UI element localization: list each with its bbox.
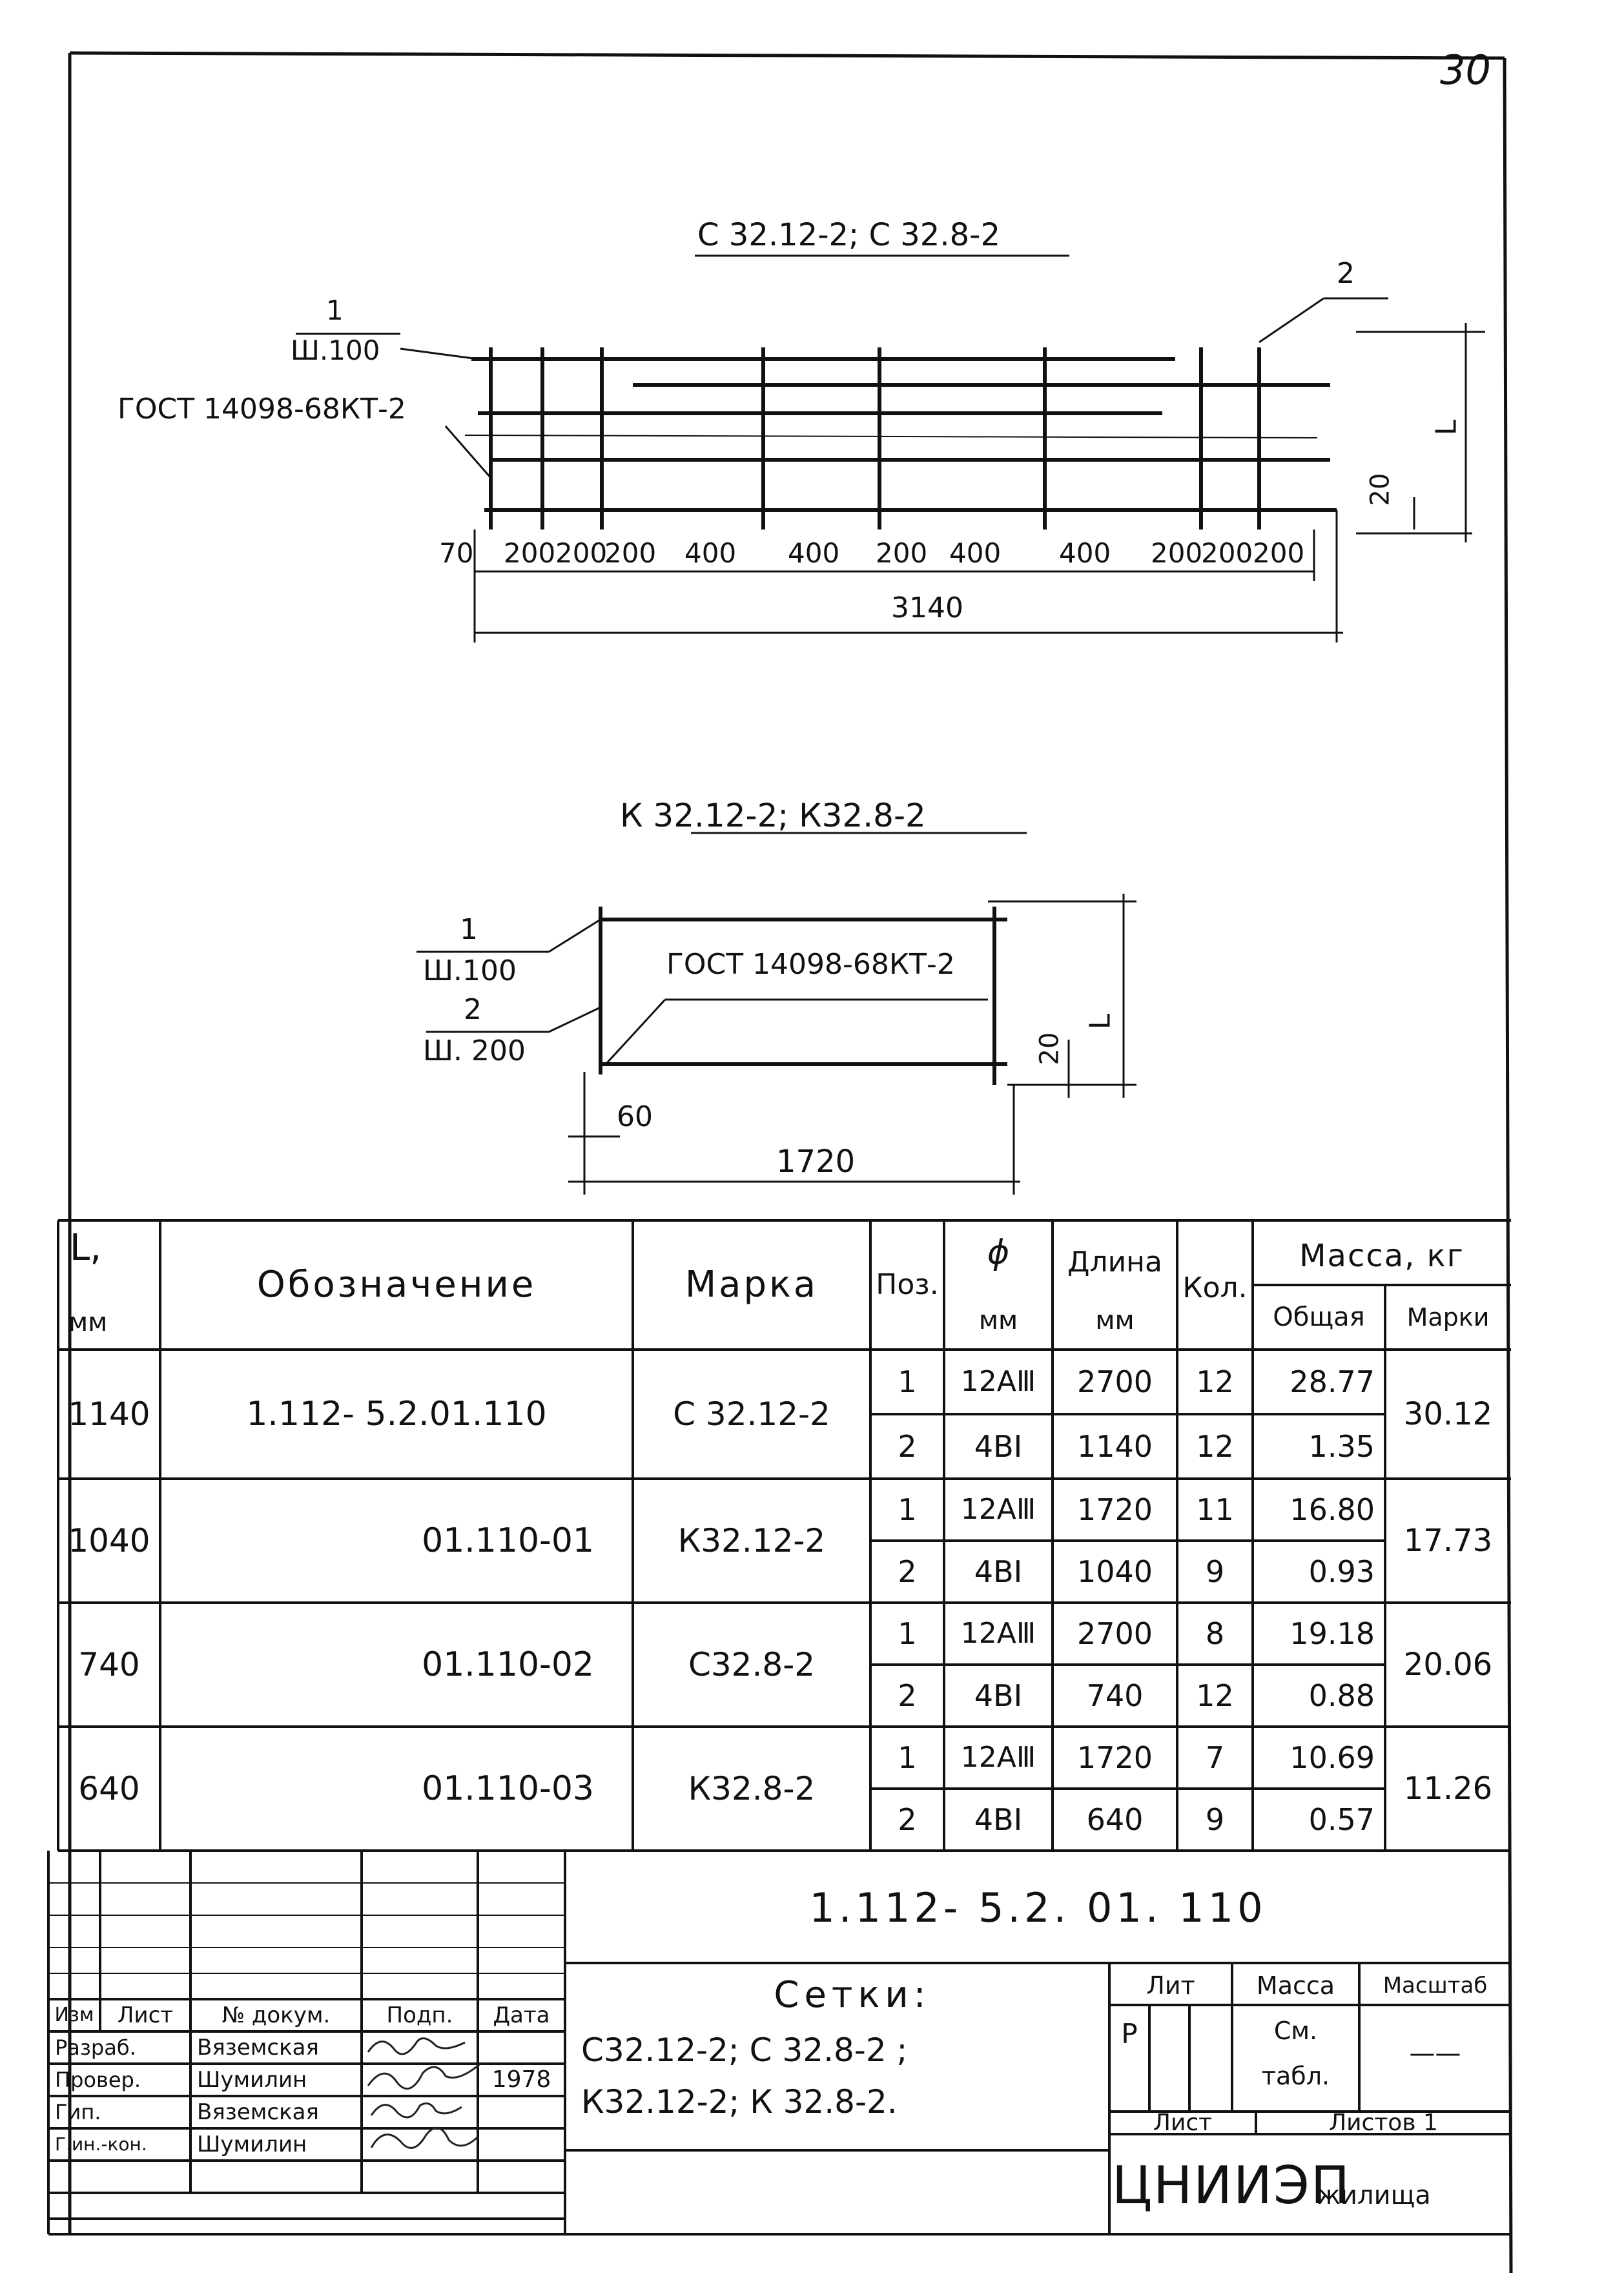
- row-mark: С32.8-2: [688, 1646, 816, 1683]
- row-mass-mark: 11.26: [1403, 1771, 1493, 1807]
- org-sub: жилища: [1317, 2181, 1431, 2210]
- mass-value-1: См.: [1273, 2017, 1318, 2045]
- drawing2-dim-20: 20: [1034, 1032, 1065, 1065]
- row-mass: 0.88: [1308, 1678, 1375, 1713]
- row-mass: 28.77: [1290, 1364, 1375, 1399]
- row-pos: 1: [898, 1740, 917, 1775]
- page-number: 30: [1440, 46, 1491, 94]
- row-qty: 9: [1205, 1802, 1225, 1837]
- mass-value-2: табл.: [1261, 2062, 1330, 2090]
- lit-label: Лит: [1146, 1971, 1195, 2000]
- row-mass-mark: 20.06: [1403, 1647, 1493, 1683]
- row-mark: С 32.12-2: [673, 1395, 830, 1433]
- drawing1-gost: ГОСТ 14098-68КТ-2: [118, 393, 406, 426]
- row-mark: К32.12-2: [677, 1522, 826, 1559]
- row-pos: 2: [898, 1802, 917, 1837]
- header-diam: ϕ: [987, 1233, 1010, 1272]
- row-mass: 0.93: [1308, 1554, 1375, 1589]
- row-diam: 12АⅢ: [960, 1365, 1036, 1398]
- scale-value: ——: [1409, 2039, 1461, 2068]
- spacing-dim: 400: [1059, 537, 1111, 569]
- mass-label: Масса: [1256, 1971, 1335, 2000]
- row-mass: 0.57: [1308, 1802, 1375, 1837]
- spacing-dim: 400: [949, 537, 1002, 569]
- scale-label: Масштаб: [1382, 1973, 1488, 1999]
- row-qty: 12: [1196, 1364, 1234, 1399]
- row-mass: 10.69: [1290, 1740, 1375, 1775]
- sheet-label: Лист: [1153, 2109, 1213, 2136]
- row-qty: 12: [1196, 1429, 1234, 1464]
- header-length: Длина: [1067, 1246, 1162, 1279]
- drawing2-dim-60: 60: [617, 1100, 653, 1133]
- role-name: Шумилин: [197, 2132, 307, 2157]
- spacing-dim: 70: [439, 537, 474, 569]
- drawing1-leader-pos2: 2: [1337, 257, 1355, 290]
- doc-name-line2: К32.12-2; К 32.8-2.: [581, 2083, 898, 2121]
- col-list: Лист: [117, 2002, 174, 2028]
- header-diam-unit: мм: [978, 1306, 1018, 1335]
- header-pos: Поз.: [876, 1268, 939, 1301]
- header-length-unit: мм: [1095, 1306, 1135, 1335]
- row-L: 640: [78, 1770, 140, 1807]
- sheets-label: Листов 1: [1329, 2109, 1438, 2136]
- title-block-thin-lines: [48, 1883, 565, 1973]
- row-mass-mark: 17.73: [1403, 1523, 1493, 1559]
- drawing1-spacing-row: [439, 537, 1330, 572]
- header-mass-mark: Марки: [1406, 1303, 1490, 1331]
- header-mass: Масса, кг: [1299, 1238, 1465, 1274]
- row-L: 1140: [68, 1395, 150, 1433]
- row-mark: К32.8-2: [688, 1770, 816, 1807]
- row-length: 740: [1086, 1678, 1144, 1713]
- row-L: 1040: [68, 1522, 150, 1559]
- col-izm: Изм: [54, 2004, 94, 2026]
- row-qty: 7: [1205, 1740, 1225, 1775]
- spacing-dim: 200: [876, 537, 928, 569]
- role-date: [478, 2128, 565, 2161]
- header-qty: Кол.: [1182, 1271, 1248, 1304]
- role-name: Шумилин: [197, 2067, 307, 2093]
- leader-line-1: [400, 349, 478, 359]
- row-designation: 01.110-02: [422, 1645, 594, 1684]
- leader-line-2: [1259, 298, 1324, 342]
- doc-name-line1: С32.12-2; С 32.8-2 ;: [581, 2031, 908, 2069]
- row-qty: 9: [1205, 1554, 1225, 1589]
- row-length: 1140: [1076, 1429, 1153, 1464]
- row-designation: 01.110-01: [422, 1521, 594, 1560]
- drawing1-dim-20: 20: [1365, 473, 1395, 506]
- row-pos: 2: [898, 1429, 917, 1464]
- drawing2-leader-pos1: 1: [460, 913, 478, 946]
- mesh-drawing-1: [465, 347, 1337, 529]
- header-L-unit: мм: [68, 1308, 108, 1337]
- drawing2-leader-pos2: 2: [464, 993, 482, 1026]
- drawing1-title: С 32.12-2; С 32.8-2: [697, 217, 1000, 253]
- row-mass: 16.80: [1290, 1492, 1375, 1527]
- doc-code: 1.112- 5.2. 01. 110: [809, 1884, 1267, 1931]
- spacing-dim: 400: [684, 537, 737, 569]
- row-qty: 12: [1196, 1678, 1234, 1713]
- row-diam: 4ВI: [974, 1678, 1023, 1713]
- row-diam: 4ВI: [974, 1554, 1023, 1589]
- doc-name-title: Сетки:: [774, 1974, 931, 2016]
- row-L: 740: [78, 1646, 140, 1683]
- spacing-dim: 200: [1253, 537, 1305, 569]
- spacing-dim: 200: [604, 537, 657, 569]
- drawing2-dim-L: L: [1084, 1013, 1117, 1030]
- row-length: 1720: [1076, 1740, 1153, 1775]
- row-pos: 2: [898, 1678, 917, 1713]
- row-designation: 1.112- 5.2.01.110: [246, 1395, 547, 1434]
- row-length: 2700: [1076, 1364, 1153, 1399]
- row-length: 1040: [1076, 1554, 1153, 1589]
- row-diam: 4ВI: [974, 1429, 1023, 1464]
- row-length: 1720: [1076, 1492, 1153, 1527]
- role-date: [478, 2031, 565, 2064]
- header-L: L,: [70, 1227, 101, 1269]
- drawing2-leader-step1: Ш.100: [423, 954, 517, 987]
- row-pos: 2: [898, 1554, 917, 1589]
- drawing2-gost: ГОСТ 14098-68КТ-2: [666, 948, 955, 981]
- drawing2-total: 1720: [776, 1144, 856, 1180]
- row-mass: 1.35: [1308, 1429, 1375, 1464]
- col-sign: Подп.: [386, 2002, 453, 2028]
- row-pos: 1: [898, 1364, 917, 1399]
- role-date: [478, 2096, 565, 2128]
- mesh-drawing-2: [601, 907, 1007, 1085]
- role-date: 1978: [491, 2066, 551, 2093]
- drawing1-total: 3140: [891, 591, 963, 624]
- row-qty: 8: [1205, 1616, 1225, 1651]
- drawing1-leader-step1: Ш.100: [291, 334, 380, 366]
- spacing-dim: 200: [555, 537, 608, 569]
- header-mark: Марка: [684, 1264, 819, 1306]
- row-length: 2700: [1076, 1616, 1153, 1651]
- role-label: Разраб.: [55, 2035, 136, 2060]
- row-mass: 19.18: [1290, 1616, 1375, 1651]
- signatures: [368, 2039, 481, 2148]
- frame-top: [70, 53, 1505, 58]
- role-name: Вяземская: [197, 2099, 319, 2125]
- leader-line-gost: [446, 426, 491, 478]
- org-main: ЦНИИЭП: [1112, 2155, 1351, 2215]
- role-label: Провер.: [55, 2068, 141, 2092]
- role-label: Г.ин.-кон.: [55, 2133, 147, 2155]
- row-pos: 1: [898, 1492, 917, 1527]
- col-date: Дата: [493, 2002, 550, 2028]
- row-pos: 1: [898, 1616, 917, 1651]
- drawing1-dim-L: L: [1430, 419, 1463, 436]
- row-designation: 01.110-03: [422, 1769, 594, 1808]
- drawing1-leader-pos1: 1: [326, 294, 344, 326]
- spacing-dim: 200: [504, 537, 556, 569]
- row-qty: 11: [1196, 1492, 1234, 1527]
- row-length: 640: [1086, 1802, 1144, 1837]
- drawing2-leader-step2: Ш. 200: [423, 1034, 526, 1067]
- spacing-dim: 400: [788, 537, 840, 569]
- role-name: Вяземская: [197, 2035, 319, 2061]
- row-diam: 12АⅢ: [960, 1493, 1036, 1526]
- header-mass-total: Общая: [1273, 1302, 1365, 1332]
- spacing-dim: 200: [1151, 537, 1203, 569]
- spacing-dim: 200: [1201, 537, 1253, 569]
- col-doc: № докум.: [221, 2002, 331, 2028]
- lit-value: Р: [1121, 2018, 1138, 2050]
- drawing2-title: К 32.12-2; К32.8-2: [620, 797, 926, 834]
- row-diam: 12АⅢ: [960, 1741, 1036, 1774]
- row-diam: 12АⅢ: [960, 1617, 1036, 1650]
- row-diam: 4ВI: [974, 1802, 1023, 1837]
- header-designation: Обозначение: [256, 1264, 537, 1306]
- role-label: Гип.: [55, 2100, 101, 2124]
- row-mass-mark: 30.12: [1403, 1396, 1493, 1432]
